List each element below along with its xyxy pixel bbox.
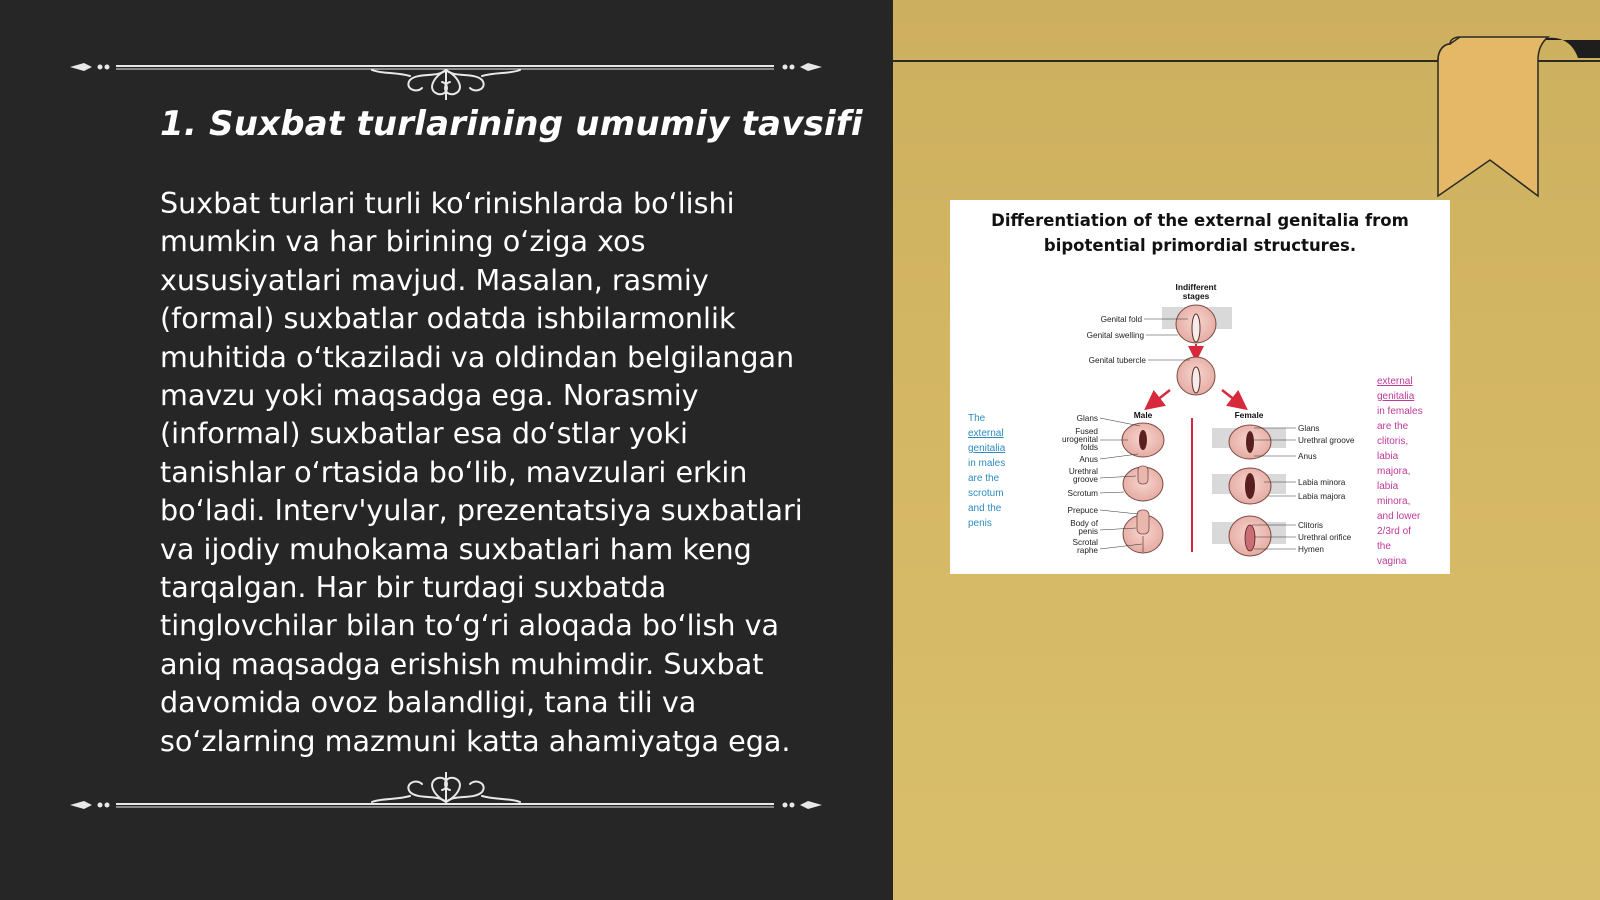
paragraph-line: boʻladi. Interv'yular, prezentatsiya suxbatlari [160,493,803,528]
paragraph-line: mavzu yoki maqsadga ega. Norasmiy [160,378,699,413]
svg-text:vagina: vagina [1377,556,1407,567]
paragraph-line: soʻzlarning mazmuni katta ahamiyatga ega. [160,723,791,758]
male-label: Urethral [1068,467,1098,476]
svg-text:clitoris,: clitoris, [1377,436,1409,447]
slide-title: 1. Suxbat turlarining umumiy tavsifi [160,104,863,144]
svg-text:are the: are the [1377,421,1409,432]
female-header: Female [1234,410,1264,420]
paragraph-line: davomida ovoz balandligi, tana tili va [160,685,697,720]
paragraph-line: tinglovchilar bilan toʻgʻri aloqada boʻlish va [160,608,780,643]
male-label: urogenital [1062,435,1098,444]
svg-text:scrotum: scrotum [968,488,1004,499]
female-label: Anus [1298,452,1317,461]
paragraph-line: tanishlar oʻrtasida boʻlib, mavzulari erkin [160,454,748,489]
male-label: groove [1072,475,1098,484]
female-label: Hymen [1298,545,1324,554]
diagram-figure [950,200,1450,574]
male-header: Male [1133,410,1153,420]
svg-text:external: external [1377,376,1413,387]
paragraph-line: tarqalgan. Har bir turdagi suxbatda [160,570,667,605]
female-label: Glans [1298,424,1320,433]
svg-text:majora,: majora, [1377,466,1411,477]
svg-text:minora,: minora, [1377,496,1411,507]
svg-text:The: The [968,413,986,424]
female-label: Urethral groove [1298,436,1355,445]
female-label: Labia majora [1298,492,1346,501]
slide-paragraph [160,184,828,760]
svg-text:in males: in males [968,458,1006,469]
paragraph-line: mumkin va har birining oʻziga xos [160,224,646,259]
paragraph-line: va ijodiy muhokama suxbatlari ham keng [160,531,752,566]
male-label: Scrotum [1067,489,1098,498]
svg-text:and lower: and lower [1377,511,1421,522]
male-label: Body of [1070,519,1098,528]
male-label: Glans [1076,414,1098,423]
male-label: raphe [1077,546,1098,555]
svg-text:are the: are the [968,473,1000,484]
female-label: Urethral orifice [1298,533,1352,542]
svg-text:labia: labia [1377,451,1399,462]
bookmark-ribbon-icon [1430,30,1600,200]
paragraph-line: aniq maqsadga erishish muhimdir. Suxbat [160,646,764,681]
svg-text:the: the [1377,541,1391,552]
male-label: Anus [1079,455,1098,464]
svg-text:external: external [968,428,1004,439]
indifferent-header: Indifferent [1175,282,1217,292]
svg-text:labia: labia [1377,481,1399,492]
indifferent-header: stages [1182,291,1210,301]
figure-title: Differentiation of the external genitalia from bipotential primordial structures. [991,211,1409,255]
female-note [1377,376,1423,567]
paragraph-line: (formal) suxbatlar odatda ishbilarmonlik [160,301,736,336]
svg-text:genitalia: genitalia [968,443,1006,454]
male-label: Prepuce [1067,506,1098,515]
label-genital-fold: Genital fold [1100,315,1142,324]
top-ornament-divider [66,40,826,100]
male-label: Fused [1075,427,1098,436]
svg-text:in females: in females [1377,406,1423,417]
svg-text:genitalia: genitalia [1377,391,1415,402]
genitalia-diagram [950,200,1450,574]
svg-text:and the: and the [968,503,1002,514]
female-label: Clitoris [1298,521,1324,530]
paragraph-line: xususiyatlari mavjud. Masalan, rasmiy [160,262,709,297]
male-label: penis [1078,527,1098,536]
paragraph-line: Suxbat turlari turli koʻrinishlarda boʻlishi [160,186,735,220]
male-note [968,413,1006,529]
svg-text:penis: penis [968,518,992,529]
male-label: folds [1080,443,1098,452]
male-label: Scrotal [1072,538,1098,547]
paragraph-line: (informal) suxbatlar esa doʻstlar yoki [160,416,688,451]
label-genital-tubercle: Genital tubercle [1088,356,1146,365]
svg-text:2/3rd of: 2/3rd of [1377,526,1411,537]
label-genital-swelling: Genital swelling [1086,331,1144,340]
female-label: Labia minora [1298,478,1346,487]
bottom-ornament-divider [66,772,826,832]
paragraph-line: muhitida oʻtkaziladi va oldindan belgilangan [160,339,795,374]
